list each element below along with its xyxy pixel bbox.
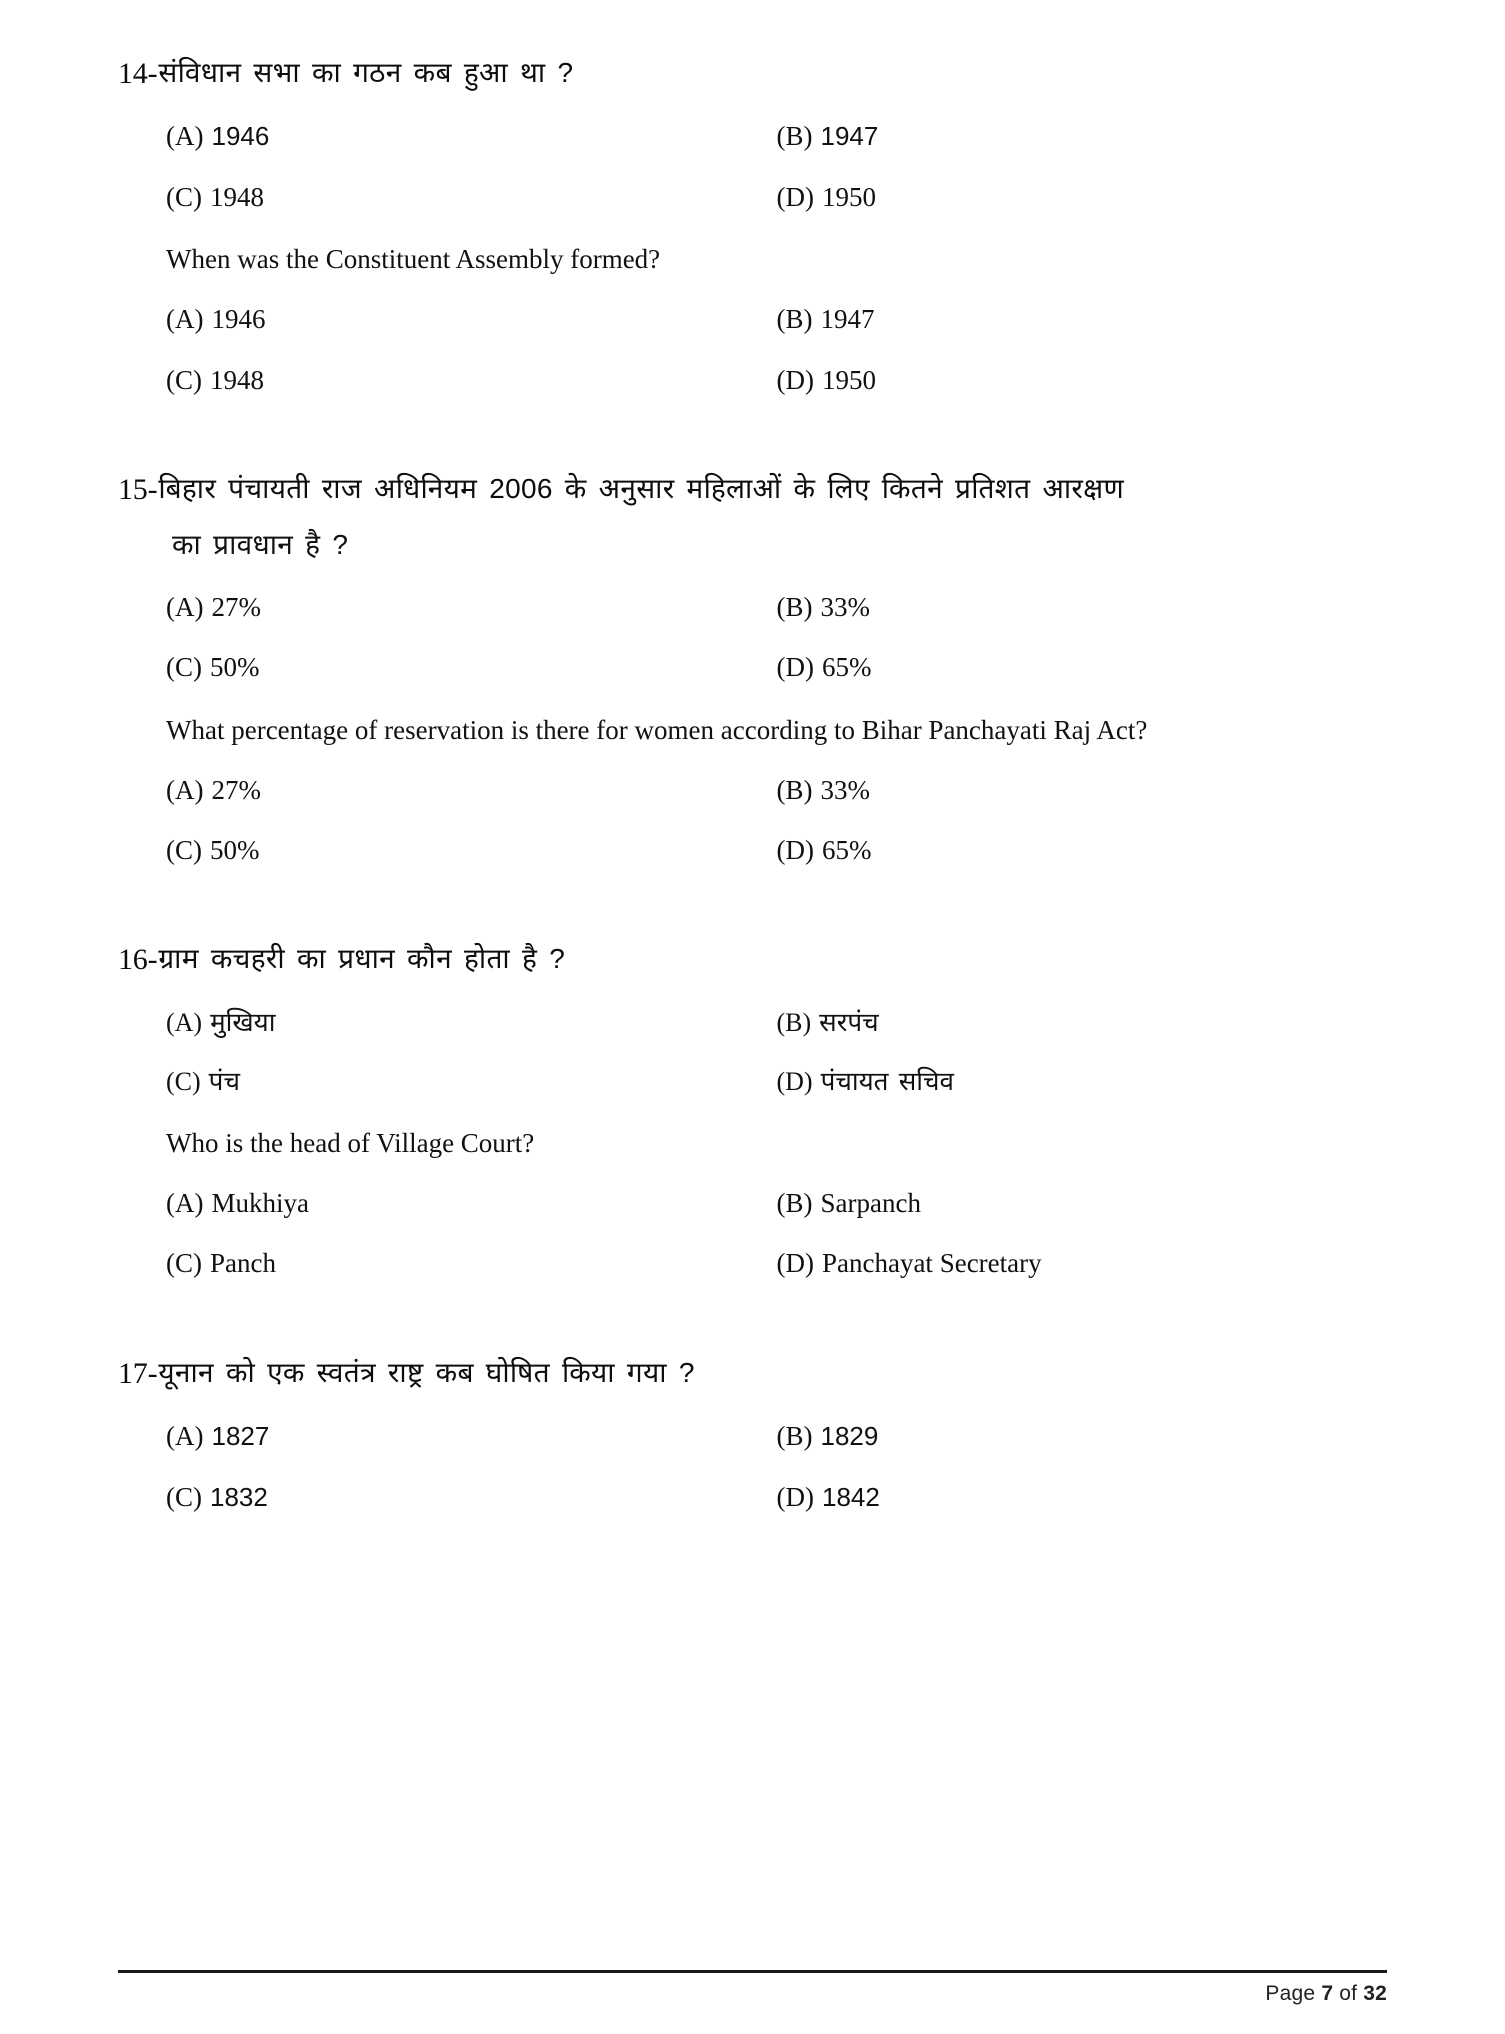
question-15-english-options <box>166 760 1387 881</box>
option-label: (A) <box>166 1187 204 1218</box>
option-label: (A) <box>166 774 204 805</box>
option-14-en-c[interactable] <box>166 350 777 410</box>
question-17-hindi-options <box>166 1406 1387 1527</box>
option-17-hi-c[interactable] <box>166 1467 777 1527</box>
question-17-stem <box>118 1352 1387 1396</box>
option-label: (D) <box>776 834 814 865</box>
option-label: (C) <box>166 364 202 395</box>
option-value: 1947 <box>820 121 879 152</box>
question-15-text-english: What percentage of reservation is there for women according to Bihar Panchayati Raj Act? <box>166 714 1148 745</box>
option-15-hi-b[interactable] <box>777 577 1388 637</box>
footer-separator: of <box>1339 1982 1358 2005</box>
option-row <box>166 350 1387 410</box>
question-block-15 <box>118 468 1387 880</box>
question-14-hindi-options <box>166 106 1387 227</box>
option-value: Panchayat Secretary <box>821 1248 1042 1279</box>
option-row <box>166 167 1387 227</box>
option-row <box>166 760 1387 820</box>
option-15-en-d[interactable] <box>777 820 1388 880</box>
option-value: 1948 <box>210 181 264 212</box>
option-17-hi-b[interactable] <box>777 1406 1388 1466</box>
option-15-en-a[interactable] <box>166 760 777 820</box>
option-value: पंच <box>208 1065 240 1096</box>
question-14-stem <box>118 52 1387 96</box>
option-row <box>166 1467 1387 1527</box>
page-number-indicator <box>118 1973 1387 2006</box>
question-block-17 <box>118 1352 1387 1527</box>
option-value: 50% <box>210 652 260 683</box>
option-value: 1832 <box>210 1481 268 1512</box>
option-15-hi-d[interactable] <box>777 637 1388 697</box>
option-15-en-c[interactable] <box>166 820 777 880</box>
option-value: 33% <box>820 774 870 805</box>
option-label: (C) <box>166 834 202 865</box>
option-value: सरपंच <box>819 1006 879 1037</box>
question-14-english-options <box>166 289 1387 410</box>
option-17-hi-a[interactable] <box>166 1406 777 1466</box>
option-row <box>166 106 1387 166</box>
option-row <box>166 577 1387 637</box>
option-label: (B) <box>776 1421 813 1452</box>
question-16-hindi-options <box>166 993 1387 1111</box>
spacer <box>118 880 1387 938</box>
option-label: (D) <box>776 652 814 683</box>
option-value: 1946 <box>211 304 266 335</box>
option-label: (A) <box>166 1421 204 1452</box>
option-label: (B) <box>776 121 813 152</box>
footer-total-pages: 32 <box>1363 1982 1387 2005</box>
option-label: (A) <box>166 121 204 152</box>
option-label: (C) <box>166 652 202 683</box>
question-16-text-english: Who is the head of Village Court? <box>166 1128 535 1158</box>
question-14-text-hindi: संविधान सभा का गठन कब हुआ था ? <box>158 57 574 88</box>
option-14-en-a[interactable] <box>166 289 777 349</box>
option-value: 1947 <box>820 304 875 335</box>
question-block-14 <box>118 52 1387 410</box>
option-label: (D) <box>776 1481 814 1512</box>
option-16-en-b[interactable] <box>777 1173 1388 1233</box>
footer-current-page: 7 <box>1321 1982 1334 2005</box>
option-value: 1842 <box>821 1481 880 1512</box>
question-15-hindi-options <box>166 577 1387 698</box>
option-17-hi-d[interactable] <box>777 1467 1388 1527</box>
option-value: 27% <box>211 591 261 622</box>
option-label: (C) <box>166 181 202 212</box>
option-label: (D) <box>776 364 814 395</box>
option-value: 27% <box>211 774 261 805</box>
question-17-number: 17- <box>118 1356 158 1390</box>
option-16-hi-a[interactable] <box>166 993 777 1052</box>
option-label: (B) <box>776 591 813 622</box>
page-content <box>118 52 1387 1927</box>
spacer <box>118 1294 1387 1352</box>
option-16-hi-c[interactable] <box>166 1052 777 1111</box>
option-label: (A) <box>166 304 204 335</box>
option-row <box>166 1406 1387 1466</box>
option-row <box>166 1173 1387 1233</box>
question-17-text-hindi: यूनान को एक स्वतंत्र राष्ट्र कब घोषित किया गया ? <box>158 1356 695 1388</box>
option-value: 65% <box>821 834 872 865</box>
option-value: Mukhiya <box>211 1187 309 1218</box>
question-15-stem <box>118 468 1387 512</box>
question-16-english-options <box>166 1173 1387 1294</box>
option-16-en-a[interactable] <box>166 1173 777 1233</box>
option-row <box>166 1233 1387 1293</box>
option-label: (B) <box>776 774 813 805</box>
question-16-stem <box>118 938 1387 982</box>
option-14-hi-d[interactable] <box>777 167 1388 227</box>
option-label: (C) <box>166 1481 202 1512</box>
option-value: 33% <box>820 591 870 622</box>
question-block-16 <box>118 938 1387 1293</box>
option-14-hi-a[interactable] <box>166 106 777 166</box>
option-value: मुखिया <box>210 1006 276 1037</box>
page-footer <box>118 1970 1387 2006</box>
option-value: Sarpanch <box>820 1187 921 1218</box>
footer-prefix: Page <box>1265 1982 1316 2005</box>
option-row <box>166 289 1387 349</box>
option-15-hi-a[interactable] <box>166 577 777 637</box>
option-row <box>166 637 1387 697</box>
option-15-hi-c[interactable] <box>166 637 777 697</box>
option-label: (A) <box>166 1007 203 1037</box>
option-label: (C) <box>166 1248 202 1279</box>
option-value: Panch <box>210 1248 276 1279</box>
option-value: 1948 <box>210 364 264 395</box>
option-value: 50% <box>210 834 260 865</box>
option-14-hi-b[interactable] <box>777 106 1388 166</box>
option-value: 1950 <box>821 364 876 395</box>
option-label: (C) <box>166 1066 201 1096</box>
question-14-text-english: When was the Constituent Assembly formed? <box>166 244 661 275</box>
option-16-en-c[interactable] <box>166 1233 777 1293</box>
option-14-hi-c[interactable] <box>166 167 777 227</box>
option-row <box>166 820 1387 880</box>
option-label: (A) <box>166 591 204 622</box>
question-14-number: 14- <box>118 57 158 90</box>
option-value: 1829 <box>820 1421 879 1452</box>
option-value: पंचायत सचिव <box>820 1065 955 1096</box>
option-row <box>166 993 1387 1052</box>
question-15-text-hindi-line2: का प्रावधान है ? <box>172 529 349 561</box>
option-row <box>166 1052 1387 1111</box>
option-value: 65% <box>821 652 872 683</box>
option-16-en-d[interactable] <box>777 1233 1388 1293</box>
question-15-text-hindi: बिहार पंचायती राज अधिनियम 2006 के अनुसार महिलाओं के लिए कितने प्रतिशत आरक्षण <box>158 472 1125 504</box>
option-label: (D) <box>776 1066 813 1096</box>
option-label: (B) <box>776 1187 813 1218</box>
option-16-hi-d[interactable] <box>777 1052 1388 1111</box>
option-14-en-b[interactable] <box>777 289 1388 349</box>
option-15-en-b[interactable] <box>777 760 1388 820</box>
spacer <box>118 410 1387 468</box>
option-label: (D) <box>776 181 814 212</box>
option-14-en-d[interactable] <box>777 350 1388 410</box>
question-15-number: 15- <box>118 472 158 506</box>
question-16-text-hindi: ग्राम कचहरी का प्रधान कौन होता है ? <box>158 943 566 975</box>
option-label: (B) <box>776 1007 812 1037</box>
option-value: 1950 <box>821 181 876 212</box>
option-value: 1827 <box>211 1421 270 1452</box>
option-label: (B) <box>776 304 813 335</box>
option-16-hi-b[interactable] <box>777 993 1388 1052</box>
option-value: 1946 <box>211 121 270 152</box>
option-label: (D) <box>776 1248 814 1279</box>
question-16-number: 16- <box>118 943 158 977</box>
